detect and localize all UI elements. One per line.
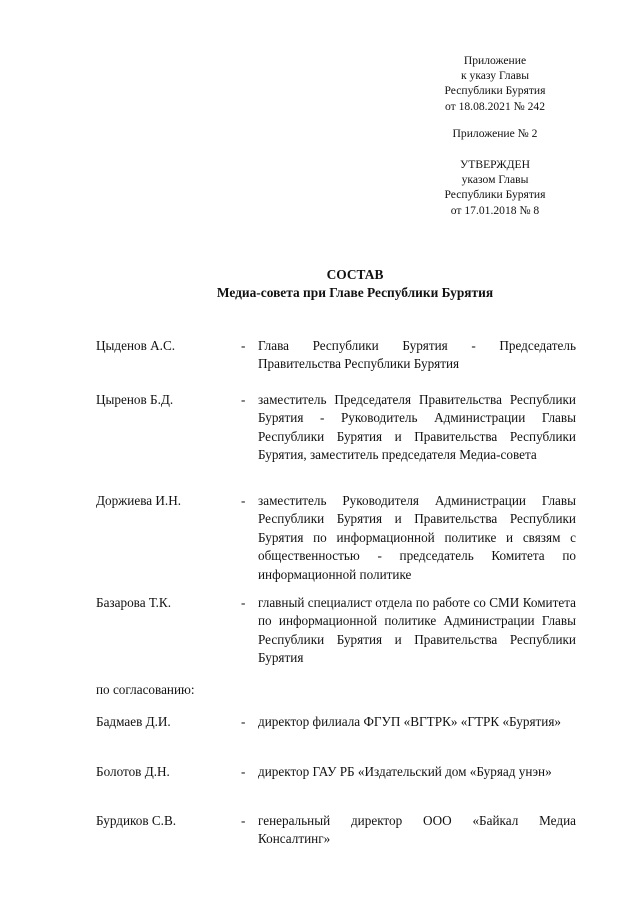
appendix-number [380, 126, 610, 141]
member-dash: - [241, 493, 246, 508]
member-name: Бурдиков С.В. [96, 813, 177, 828]
member-name: Доржиева И.Н. [96, 493, 182, 508]
member-position: генеральный директор ООО «Байкал Медиа Консалтинг» [258, 813, 576, 847]
member-position: директор филиала ФГУП «ВГТРК» «ГТРК «Бурятия» [258, 714, 562, 729]
appendix-line: от 18.08.2021 № 242 [444, 99, 546, 113]
appendix-line: к указу Главы [461, 69, 529, 83]
member-dash: - [241, 813, 246, 828]
member-position: заместитель Председателя Правительства Республики Бурятия - Руководитель Администрации Главы Республики Бурятия и Правительства Республики Бурятия, заместитель председателя Медиа-совета [258, 392, 576, 463]
member-name: Базарова Т.К. [96, 595, 172, 610]
member-dash: - [241, 338, 246, 353]
member-position: заместитель Руководителя Администрации Главы Республики Бурятия и Правительства Республики Бурятия по информационной политике и связям с общественностью - председатель Комитета по информационной политике [258, 493, 576, 582]
document-title [0, 266, 640, 302]
approval-line: Республики Бурятия [444, 188, 546, 202]
member-dash: - [241, 714, 246, 729]
appendix-number-text: Приложение № 2 [452, 127, 538, 140]
member-name: Болотов Д.Н. [96, 764, 170, 779]
approval-line: от 17.01.2018 № 8 [450, 203, 540, 217]
approval-line: УТВЕРЖДЕН [460, 158, 530, 171]
approval-stamp [380, 157, 610, 218]
title-main: СОСТАВ [326, 267, 384, 282]
member-name: Цыденов А.С. [96, 338, 176, 353]
appendix-line: Республики Бурятия [444, 84, 546, 98]
member-position: Глава Республики Бурятия - Председатель Правительства Республики Бурятия [258, 338, 576, 372]
appendix-reference [380, 53, 610, 114]
member-position: главный специалист отдела по работе со СМИ Комитета по информационной политике Администрации Главы Республики Бурятия и Правительства Республики Бурятия [258, 595, 576, 666]
appendix-line: Приложение [463, 54, 527, 67]
member-position: директор ГАУ РБ «Издательский дом «Буряад унэн» [258, 764, 552, 779]
member-name: Цыренов Б.Д. [96, 392, 174, 407]
member-name: Бадмаев Д.И. [96, 714, 171, 729]
title-subtitle: Медиа-совета при Главе Республики Бурятия [216, 285, 494, 300]
member-dash: - [241, 392, 246, 407]
member-dash: - [241, 764, 246, 779]
approval-line: указом Главы [461, 173, 529, 187]
agreement-label: по согласованию: [96, 682, 195, 697]
member-dash: - [241, 595, 246, 610]
